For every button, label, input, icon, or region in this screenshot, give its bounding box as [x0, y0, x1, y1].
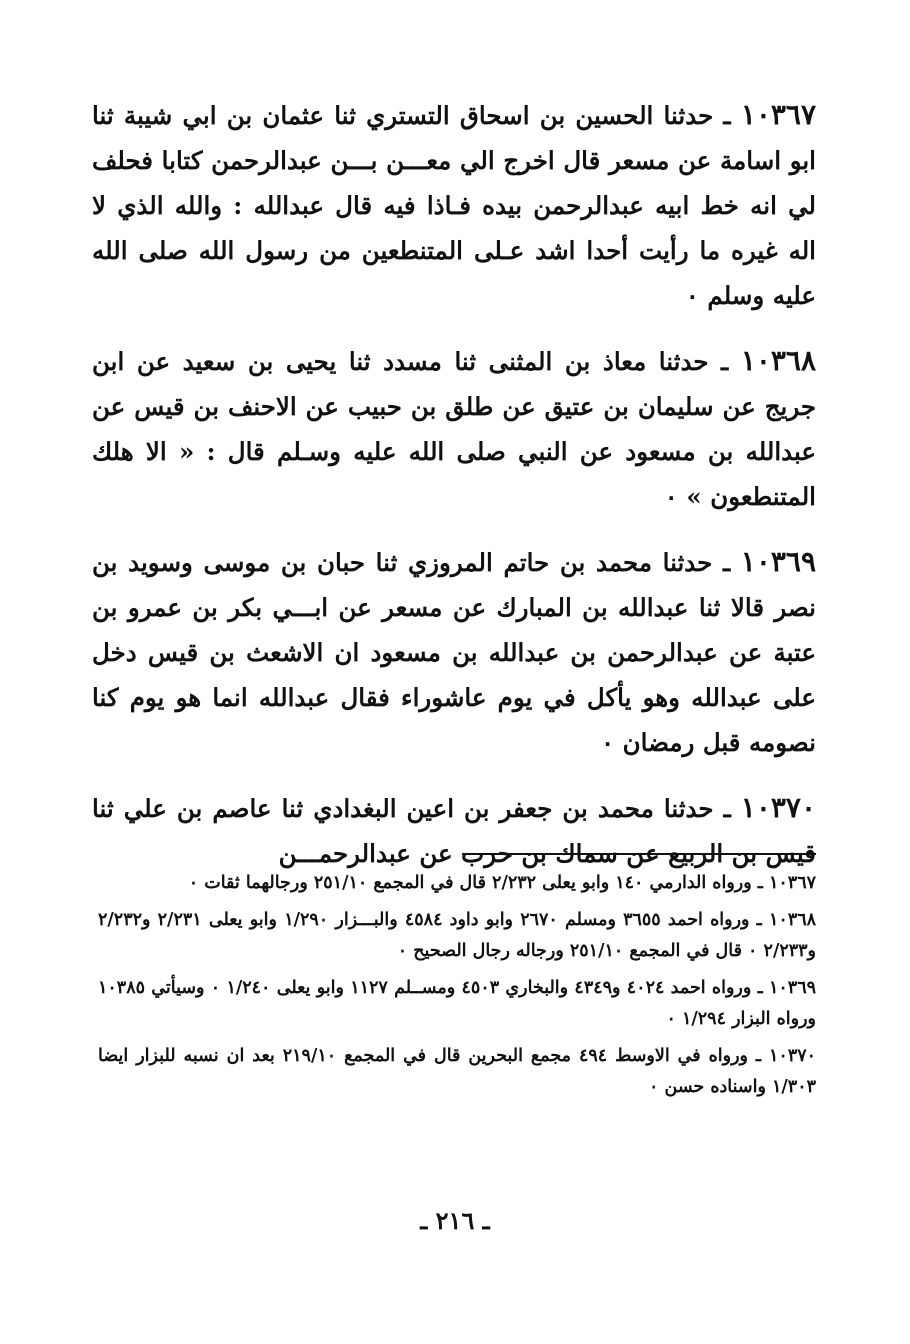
footnote-divider: [462, 853, 816, 855]
hadith-text: ـ حدثنا الحسين بن اسحاق التستري ثنا عثمان بن ابي شيبة ثنا ابو اسامة عن مسعر قال اخرج الي معـــن بـــن عبدالرحمن كتابا فحلف لي انه خط ابيه عبدالرحمن بيده فـاذا فيه قال عبدالله : والله الذي لا اله غيره ما رأيت أحدا اشد عـلى المتنطعين من رسول الله صلى الله عليه وسلم ٠: [92, 101, 816, 310]
hadith-text: ـ حدثنا معاذ بن المثنى ثنا مسدد ثنا يحيى بن سعيد عن ابن جريج عن سليمان بن عتيق عن طلق بن حبيب عن الاحنف بن قيس عن عبدالله بن مسعود عن النبي صلى الله عليه وسـلم قال : « الا هلك المتنطعون » ٠: [92, 347, 816, 511]
hadith-paragraph: [92, 92, 816, 318]
hadith-10370: [92, 785, 816, 876]
hadith-paragraph: [92, 785, 816, 876]
hadith-paragraph: [92, 338, 816, 519]
hadith-number: ١٠٣٦٨: [740, 344, 817, 377]
footnote-10369: ١٠٣٦٩ ـ ورواه احمد ٤٠٢٤ و٤٣٤٩ والبخاري ٤٥٠٣ ومســلم ١١٢٧ وابو يعلى ١/٢٤٠ ٠ وسيأتي ١٠٣٨٥ ورواه البزار ١/٢٩٤ ٠: [98, 978, 816, 1029]
footnotes: [98, 868, 816, 1109]
hadith-10367: [92, 92, 816, 318]
hadith-10368: [92, 338, 816, 519]
footnote-10367: ١٠٣٦٧ ـ ورواه الدارمي ١٤٠ وابو يعلى ٢/٢٣٢ قال في المجمع ٢٥١/١٠ ورجالهما ثقات ٠: [188, 873, 816, 893]
footnote-10370: ١٠٣٧٠ ـ ورواه في الاوسط ٤٩٤ مجمع البحرين قال في المجمع ٢١٩/١٠ بعد ان نسبه للبزار ايضا ١/٣٠٣ واسناده حسن ٠: [98, 1046, 817, 1097]
hadith-number: ١٠٣٦٧: [740, 98, 817, 131]
page-number: ـ ٢١٦ ـ: [420, 1206, 490, 1235]
hadith-paragraph: [92, 539, 816, 765]
hadith-text: ـ حدثنا محمد بن جعفر بن اعين البغدادي ثنا عاصم بن علي ثنا قيس بن الربيع عن سماك بن حرب عن عبدالرحمـــن: [92, 794, 816, 868]
hadith-10369: [92, 539, 816, 765]
hadith-number: ١٠٣٧٠: [740, 791, 816, 824]
main-text: [92, 92, 816, 896]
hadith-number: ١٠٣٦٩: [740, 545, 816, 578]
footnote-10368: ١٠٣٦٨ ـ ورواه احمد ٣٦٥٥ ومسلم ٢٦٧٠ وابو داود ٤٥٨٤ والبـــزار ١/٢٩٠ وابو يعلى ٢/٢٣١ و٢/٢٣٢ و٢/٢٣٣ ٠ قال في المجمع ٢٥١/١٠ ورجاله رجال الصحيح ٠: [98, 910, 817, 961]
hadith-text: ـ حدثنا محمد بن حاتم المروزي ثنا حبان بن موسى وسويد بن نصر قالا ثنا عبدالله بن المبارك عن مسعر عن ابـــي بكر بن عمرو بن عتبة عن عبدالرحمن بن عبدالله بن مسعود ان الاشعث بن قيس دخل على عبدالله وهو يأكل في يوم عاشوراء فقال عبدالله انما هو يوم كنا نصومه قبل رمضان ٠: [92, 548, 816, 757]
